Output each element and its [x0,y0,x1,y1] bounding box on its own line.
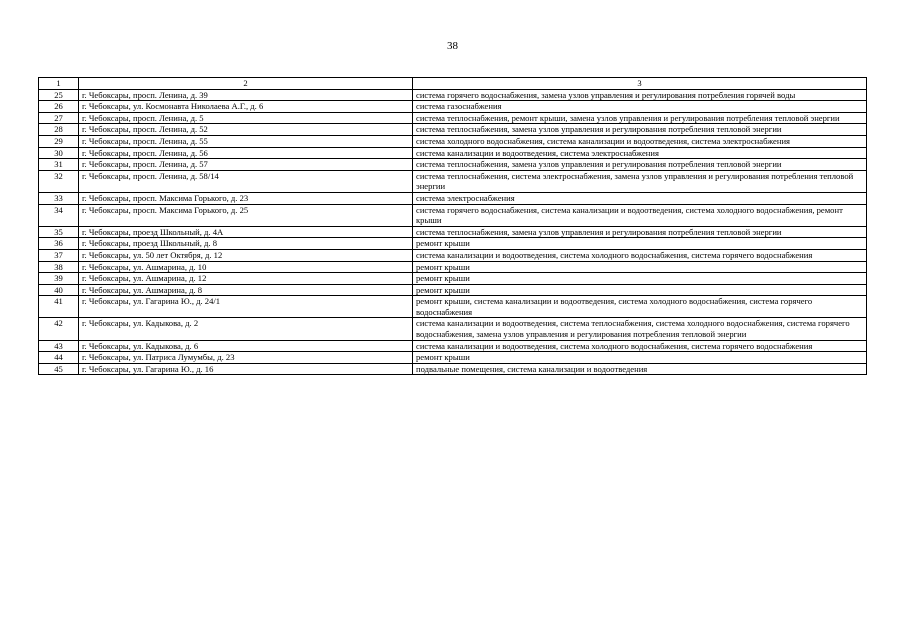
table-row [39,204,867,226]
row-systems: система теплоснабжения, система электроснабжения, замена узлов управления и регулирования потребления тепловой энергии [413,170,867,192]
row-systems: ремонт крыши [413,261,867,273]
row-systems: подвальные помещения, система канализации и водоотведения [413,363,867,375]
row-address: г. Чебоксары, просп. Максима Горького, д. 25 [79,204,413,226]
row-address: г. Чебоксары, ул. Ашмарина, д. 10 [79,261,413,273]
row-address: г. Чебоксары, просп. Ленина, д. 58/14 [79,170,413,192]
table-row [39,261,867,273]
row-number: 28 [39,124,79,136]
row-systems: система канализации и водоотведения, система теплоснабжения, система холодного водоснабжения, система горячего водоснабжения, замена узлов управления и регулирования потребления тепловой энергии [413,318,867,340]
row-address: г. Чебоксары, ул. Патриса Лумумбы, д. 23 [79,352,413,364]
table-row [39,249,867,261]
table-row [39,170,867,192]
table-row [39,192,867,204]
row-address: г. Чебоксары, просп. Ленина, д. 55 [79,135,413,147]
row-systems: ремонт крыши, система канализации и водоотведения, система холодного водоснабжения, система горячего водоснабжения [413,296,867,318]
row-address: г. Чебоксары, ул. Гагарина Ю., д. 16 [79,363,413,375]
row-address: г. Чебоксары, ул. Космонавта Николаева А.Г., д. 6 [79,101,413,113]
table-row [39,352,867,364]
row-number: 40 [39,284,79,296]
table-row [39,296,867,318]
row-systems: система канализации и водоотведения, система электроснабжения [413,147,867,159]
row-systems: ремонт крыши [413,273,867,285]
table-row [39,112,867,124]
row-number: 27 [39,112,79,124]
row-address: г. Чебоксары, просп. Ленина, д. 57 [79,159,413,171]
table-row [39,238,867,250]
row-number: 42 [39,318,79,340]
row-number: 29 [39,135,79,147]
row-systems: система горячего водоснабжения, замена узлов управления и регулирования потребления горячей воды [413,89,867,101]
table-row [39,89,867,101]
row-address: г. Чебоксары, проезд Школьный, д. 8 [79,238,413,250]
row-address: г. Чебоксары, просп. Ленина, д. 52 [79,124,413,136]
row-number: 44 [39,352,79,364]
row-address: г. Чебоксары, просп. Ленина, д. 5 [79,112,413,124]
row-address: г. Чебоксары, ул. Ашмарина, д. 12 [79,273,413,285]
header-col-1: 1 [39,78,79,90]
row-number: 37 [39,249,79,261]
row-number: 36 [39,238,79,250]
table-row [39,340,867,352]
row-address: г. Чебоксары, просп. Ленина, д. 39 [79,89,413,101]
row-systems: система теплоснабжения, ремонт крыши, замена узлов управления и регулирования потребления тепловой энергии [413,112,867,124]
row-systems: система холодного водоснабжения, система канализации и водоотведения, система электроснабжения [413,135,867,147]
row-systems: система теплоснабжения, замена узлов управления и регулирования потребления тепловой энергии [413,124,867,136]
row-number: 31 [39,159,79,171]
row-number: 38 [39,261,79,273]
table-header-row [39,78,867,90]
table-row [39,284,867,296]
row-number: 32 [39,170,79,192]
row-number: 30 [39,147,79,159]
row-systems: система электроснабжения [413,192,867,204]
table-row [39,226,867,238]
row-address: г. Чебоксары, ул. Ашмарина, д. 8 [79,284,413,296]
row-systems: ремонт крыши [413,352,867,364]
table-row [39,135,867,147]
row-number: 43 [39,340,79,352]
table-row [39,159,867,171]
row-number: 35 [39,226,79,238]
header-col-3: 3 [413,78,867,90]
row-systems: ремонт крыши [413,284,867,296]
repair-table [38,77,867,375]
row-address: г. Чебоксары, ул. Гагарина Ю., д. 24/1 [79,296,413,318]
row-number: 39 [39,273,79,285]
row-systems: система канализации и водоотведения, система холодного водоснабжения, система горячего водоснабжения [413,249,867,261]
page-number: 38 [447,40,458,52]
row-address: г. Чебоксары, ул. Кадыкова, д. 2 [79,318,413,340]
row-systems: система канализации и водоотведения, система холодного водоснабжения, система горячего водоснабжения [413,340,867,352]
row-address: г. Чебоксары, просп. Ленина, д. 56 [79,147,413,159]
row-systems: система газоснабжения [413,101,867,113]
row-systems: система горячего водоснабжения, система канализации и водоотведения, система холодного водоснабжения, ремонт крыши [413,204,867,226]
row-number: 25 [39,89,79,101]
repair-table-body [39,78,867,375]
table-row [39,101,867,113]
row-systems: система теплоснабжения, замена узлов управления и регулирования потребления тепловой энергии [413,226,867,238]
row-number: 45 [39,363,79,375]
row-number: 26 [39,101,79,113]
table-row [39,147,867,159]
row-address: г. Чебоксары, ул. Кадыкова, д. 6 [79,340,413,352]
row-systems: система теплоснабжения, замена узлов управления и регулирования потребления тепловой энергии [413,159,867,171]
row-number: 41 [39,296,79,318]
table-row [39,318,867,340]
row-address: г. Чебоксары, просп. Максима Горького, д. 23 [79,192,413,204]
row-address: г. Чебоксары, ул. 50 лет Октября, д. 12 [79,249,413,261]
table-row [39,273,867,285]
table-row [39,363,867,375]
row-number: 33 [39,192,79,204]
row-number: 34 [39,204,79,226]
row-address: г. Чебоксары, проезд Школьный, д. 4А [79,226,413,238]
header-col-2: 2 [79,78,413,90]
row-systems: ремонт крыши [413,238,867,250]
table-row [39,124,867,136]
